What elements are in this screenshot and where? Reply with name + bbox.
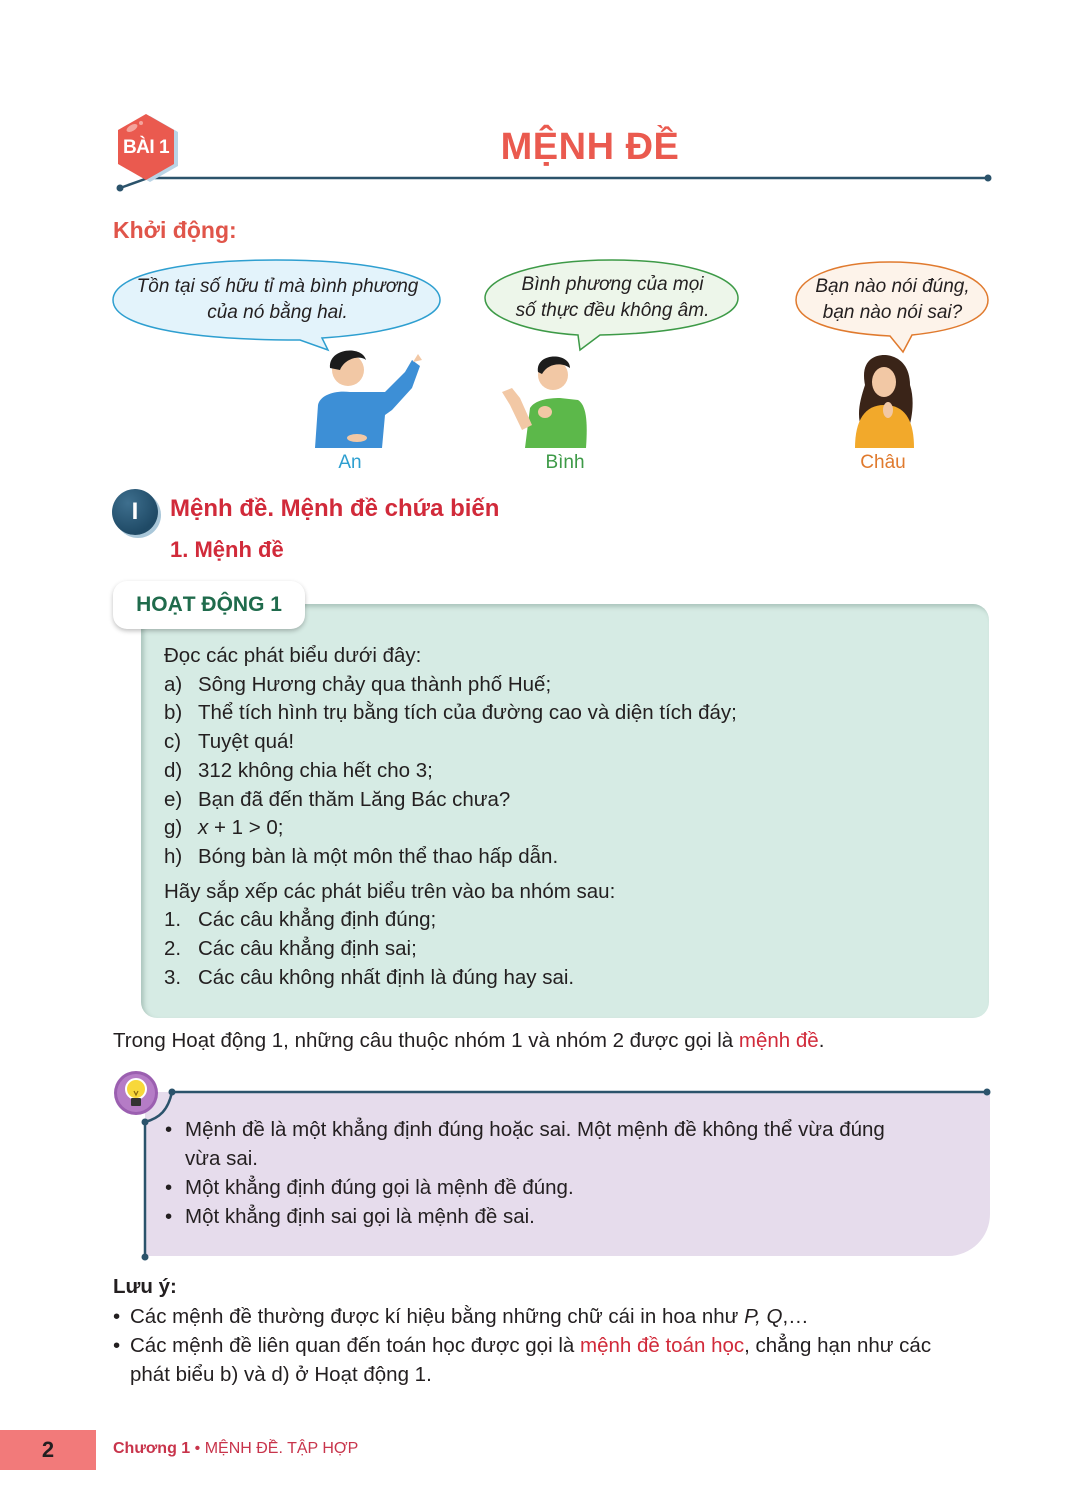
chapter-footer: Chương 1 • MỆNH ĐỀ. TẬP HỢP: [113, 1440, 359, 1457]
explanation-paragraph: Trong Hoạt động 1, những câu thuộc nhóm 1 và nhóm 2 được gọi là mệnh đề.: [113, 1029, 825, 1052]
definition-bullet: • Một khẳng định sai gọi là mệnh đề sai.: [165, 1205, 535, 1228]
statement-item: h) Bóng bàn là một môn thể thao hấp dẫn.: [164, 844, 559, 868]
statement-item: g) x + 1 > 0;: [164, 816, 284, 840]
note-bullet: • Các mệnh đề thường được kí hiệu bằng những chữ cái in hoa như P, Q,…: [113, 1305, 809, 1328]
statement-item: e) Bạn đã đến thăm Lăng Bác chưa?: [164, 787, 511, 811]
binh-speech-bubble: Bình phương của mọi số thực đều không âm.: [515, 274, 710, 321]
note-bullet: • Các mệnh đề liên quan đến toán học được gọi là mệnh đề toán học, chẳng hạn như các phát biểu b) và d) ở Hoạt động 1.: [113, 1334, 932, 1386]
page-number-box: [0, 1430, 96, 1470]
statement-item: d) 312 không chia hết cho 3;: [164, 758, 433, 782]
statement-item: b) Thể tích hình trụ bằng tích của đường cao và diện tích đáy;: [164, 701, 737, 725]
definition-bullet: • Một khẳng định đúng gọi là mệnh đề đúng.: [165, 1176, 574, 1199]
note-heading: Lưu ý:: [113, 1275, 177, 1298]
character-name-binh: Bình: [545, 452, 585, 473]
term-highlight: mệnh đề: [738, 1029, 819, 1052]
subsection-title: 1. Mệnh đề: [170, 537, 284, 562]
group-item: 3. Các câu không nhất định là đúng hay sai.: [164, 965, 575, 989]
warmup-heading: Khởi động:: [113, 217, 237, 243]
chau-speech-bubble: Bạn nào nói đúng, bạn nào nói sai?: [815, 276, 970, 323]
statement-item: c) Tuyệt quá!: [164, 730, 295, 754]
page-title: MỆNH ĐỀ: [500, 126, 680, 168]
lesson-badge-label: BÀI 1: [122, 137, 170, 158]
note-content: [113, 1302, 993, 1389]
group-item: 1. Các câu khẳng định đúng;: [164, 908, 437, 932]
page-number: 2: [41, 1437, 55, 1462]
section-number-badge: I: [112, 489, 158, 535]
term-highlight: mệnh đề toán học: [580, 1334, 745, 1357]
lightbulb-icon: [112, 1069, 158, 1115]
character-name-chau: Châu: [860, 452, 906, 473]
definition-content: [165, 1115, 975, 1231]
character-name-an: An: [338, 452, 362, 473]
section-title: Mệnh đề. Mệnh đề chứa biến: [170, 495, 500, 522]
activity-intro: Đọc các phát biểu dưới đây:: [164, 644, 422, 667]
definition-bullet: • Mệnh đề là một khẳng định đúng hoặc sai. Một mệnh đề không thể vừa đúng vừa sai.: [165, 1118, 885, 1170]
activity-instruction: Hãy sắp xếp các phát biểu trên vào ba nhóm sau:: [164, 879, 616, 903]
group-item: 2. Các câu khẳng định sai;: [164, 937, 417, 961]
an-speech-bubble: Tồn tại số hữu tỉ mà bình phương của nó bằng hai.: [136, 276, 419, 323]
statement-item: a) Sông Hương chảy qua thành phố Huế;: [164, 672, 552, 696]
activity-tab-label: HOẠT ĐỘNG 1: [136, 593, 282, 616]
